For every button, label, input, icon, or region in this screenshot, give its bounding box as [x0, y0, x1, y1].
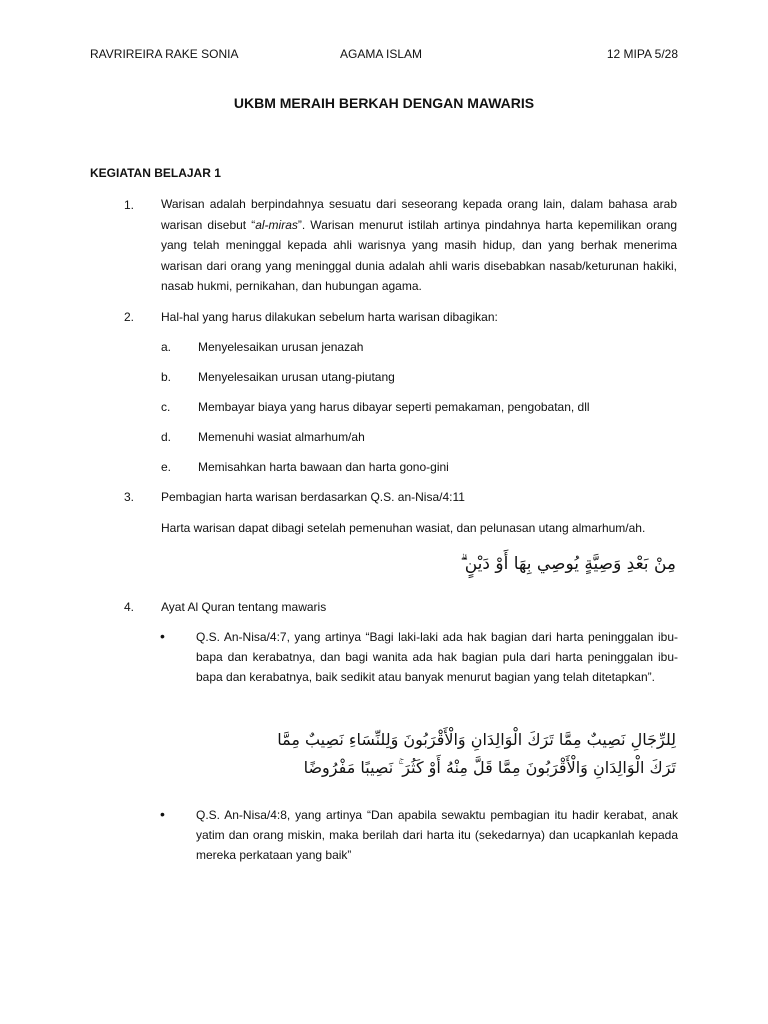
- arabic-verse-an-nisa-7-line-1: لِلرِّجَالِ نَصِيبٌ مِمَّا تَرَكَ الْوَالِدَانِ وَالْأَقْرَبُونَ وَلِلنِّسَاءِ نَصِيبٌ مِمَّا: [277, 730, 676, 749]
- item-text-4: Ayat Al Quran tentang mawaris: [161, 600, 327, 614]
- subitem-text-d: Memenuhi wasiat almarhum/ah: [198, 430, 365, 444]
- header-student-name: RAVRIREIRA RAKE SONIA: [90, 47, 239, 61]
- item-text-2: Hal-hal yang harus dilakukan sebelum harta warisan dibagikan:: [161, 310, 498, 324]
- arabic-verse-an-nisa-11: مِنْ بَعْدِ وَصِيَّةٍ يُوصِي بِهَا أَوْ دَيْنٍ ۗ: [460, 554, 676, 574]
- subitem-letter-b: b.: [161, 370, 172, 384]
- item-text-3: Pembagian harta warisan berdasarkan Q.S. an-Nisa/4:11: [161, 490, 465, 504]
- item-1-text-before: Warisan adalah berpindahnya sesuatu dari seseorang kepada orang lain, dalam bahasa arab warisan disebut “: [161, 197, 677, 232]
- subitem-letter-d: d.: [161, 430, 172, 444]
- bullet-text-an-nisa-7: Q.S. An-Nisa/4:7, yang artinya “Bagi laki-laki ada hak bagian dari harta peninggalan ibu-bapa dan kerabatnya, dan bagi wanita ada hak bagian pula dari harta peninggalan ibu-bapa dan kerabatnya, baik sedikit atau banyak menurut bagian yang telah ditetapkan”.: [196, 630, 678, 684]
- header-subject: AGAMA ISLAM: [340, 47, 423, 61]
- bullet-2: •: [160, 806, 165, 822]
- item-1-text-after: ”. Warisan menurut istilah artinya pindahnya harta kepemilikan orang yang telah meninggal kepada ahli warisnya yang masih hidup, dan yang berhak menerima warisan dari orang yang meninggal dunia adalah ahli waris disebabkan nasab/keturunan hakiki, nasab hukmi, pernikahan, dan hubungan agama.: [161, 217, 677, 293]
- item-number-1: 1.: [124, 198, 135, 212]
- document-title: UKBM MERAIH BERKAH DENGAN MAWARIS: [233, 95, 535, 111]
- item-text-1: [161, 194, 677, 297]
- page-header: [90, 47, 678, 65]
- subitem-text-e: Memisahkan harta bawaan dan harta gono-gini: [198, 460, 449, 474]
- header-class: 12 MIPA 5/28: [606, 47, 678, 61]
- item-number-2: 2.: [124, 310, 135, 324]
- item-number-3: 3.: [124, 490, 135, 504]
- item-number-4: 4.: [124, 600, 135, 614]
- item-3-note: Harta warisan dapat dibagi setelah pemenuhan wasiat, dan pelunasan utang almarhum/ah.: [161, 521, 646, 535]
- arabic-verse-an-nisa-7-line-2: تَرَكَ الْوَالِدَانِ وَالْأَقْرَبُونَ مِمَّا قَلَّ مِنْهُ أَوْ كَثُرَ ۚ نَصِيبًا مَفْرُوضًا: [303, 758, 676, 777]
- subitem-text-c: Membayar biaya yang harus dibayar seperti pemakaman, pengobatan, dll: [198, 400, 590, 414]
- bullet-text-an-nisa-8: Q.S. An-Nisa/4:8, yang artinya “Dan apabila sewaktu pembagian itu hadir kerabat, anak yatim dan orang miskin, maka berilah dari harta itu (sekedarnya) dan ucapkanlah kepada mereka perkataan yang baik”: [196, 808, 678, 862]
- subitem-text-b: Menyelesaikan urusan utang-piutang: [198, 370, 395, 384]
- item-1-italic-term: al-miras: [255, 217, 298, 232]
- section-title: KEGIATAN BELAJAR 1: [90, 166, 221, 180]
- bullet-1: •: [160, 628, 165, 644]
- subitem-letter-c: c.: [161, 400, 171, 414]
- subitem-text-a: Menyelesaikan urusan jenazah: [198, 340, 364, 354]
- subitem-letter-a: a.: [161, 340, 172, 354]
- subitem-letter-e: e.: [161, 460, 172, 474]
